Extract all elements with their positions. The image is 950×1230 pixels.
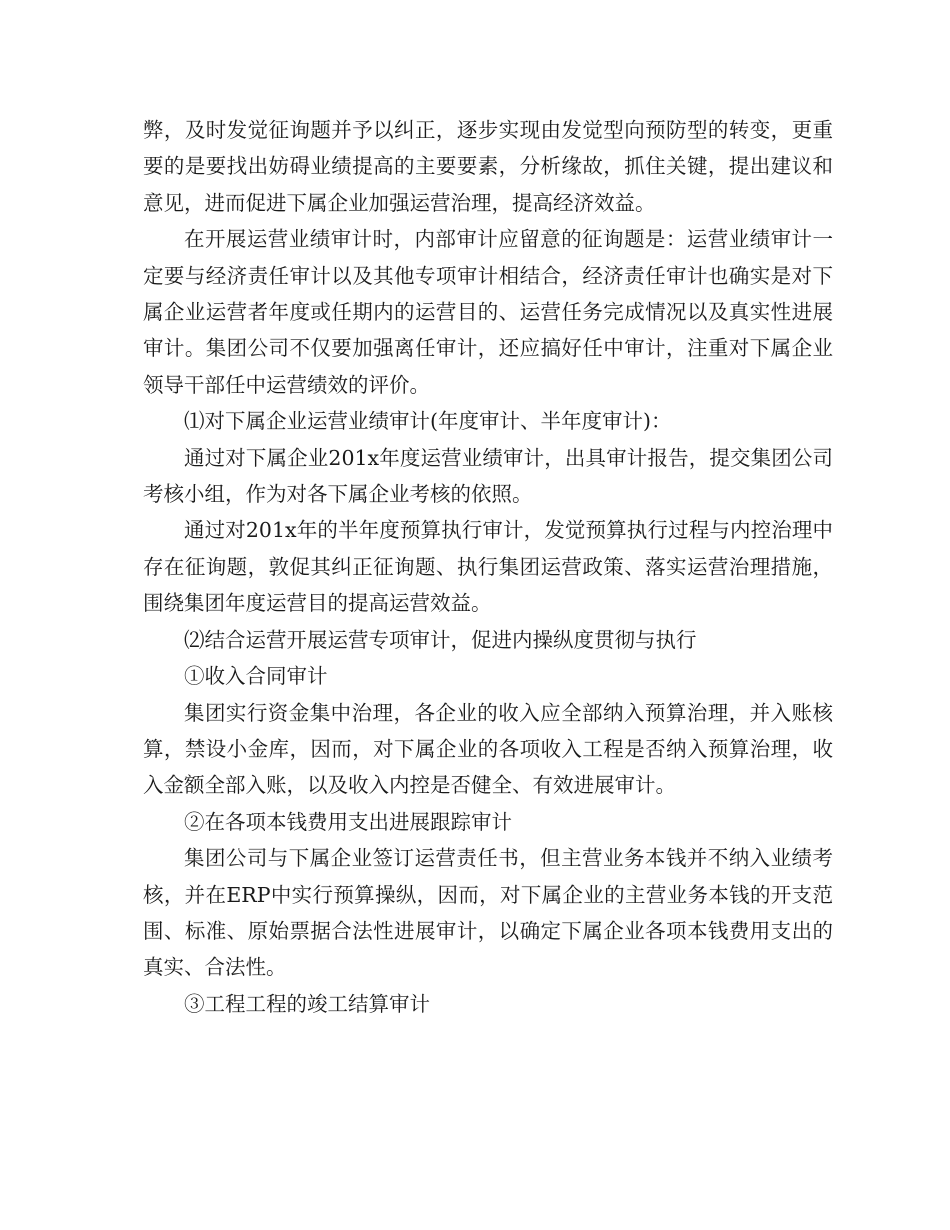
subheading-revenue-contract: ①收入合同审计 [184,664,328,689]
paragraph-revenue-contract: 集团实行资金集中治理，各企业的收入应全部纳入预算治理，并入账核算，禁设小金库，因而，对下属企业的各项收入工程是否纳入预算治理，收入金额全部入账，以及收入内控是否健全、有效进展审计。 [143,700,833,798]
heading-special-audit: ⑵结合运营开展运营专项审计，促进内操纵度贯彻与执行 [184,627,697,652]
subheading-project-settlement: ③工程工程的竣工结算审计 [184,991,430,1016]
paragraph-audit-notes: 在开展运营业绩审计时，内部审计应留意的征询题是：运营业绩审计一定要与经济责任审计以及其他专项审计相结合，经济责任审计也确实是对下属企业运营者年度或任期内的运营目的、运营任务完成情况以及真实性进展审计。集团公司不仅要加强离任审计，还应搞好任中审计，注重对下属企业领导干部任中运营绩效的评价。 [143,227,833,397]
paragraph-annual-audit: 通过对下属企业201x年度运营业绩审计，出具审计报告，提交集团公司考核小组，作为对各下属企业考核的依照。 [143,445,833,507]
subheading-cost-tracking: ②在各项本钱费用支出进展跟踪审计 [184,809,512,834]
paragraph-continuation: 弊，及时发觉征询题并予以纠正，逐步实现由发觉型向预防型的转变，更重要的是要找出妨碍业绩提高的主要要素，分析缘故，抓住关键，提出建议和意见，进而促进下属企业加强运营治理，提高经济效益。 [143,118,833,215]
paragraph-cost-tracking: 集团公司与下属企业签订运营责任书，但主营业务本钱并不纳入业绩考核，并在ERP中实行预算操纵，因而，对下属企业的主营业务本钱的开支范围、标准、原始票据合法性进展审计，以确定下属企业各项本钱费用支出的真实、合法性。 [143,846,833,980]
document-body [143,112,833,1022]
heading-performance-audit: ⑴对下属企业运营业绩审计(年度审计、半年度审计)： [184,409,672,434]
paragraph-half-year-audit: 通过对201x年的半年度预算执行审计，发觉预算执行过程与内控治理中存在征询题，敦促其纠正征询题、执行集团运营政策、落实运营治理措施，围绕集团年度运营目的提高运营效益。 [143,518,833,616]
